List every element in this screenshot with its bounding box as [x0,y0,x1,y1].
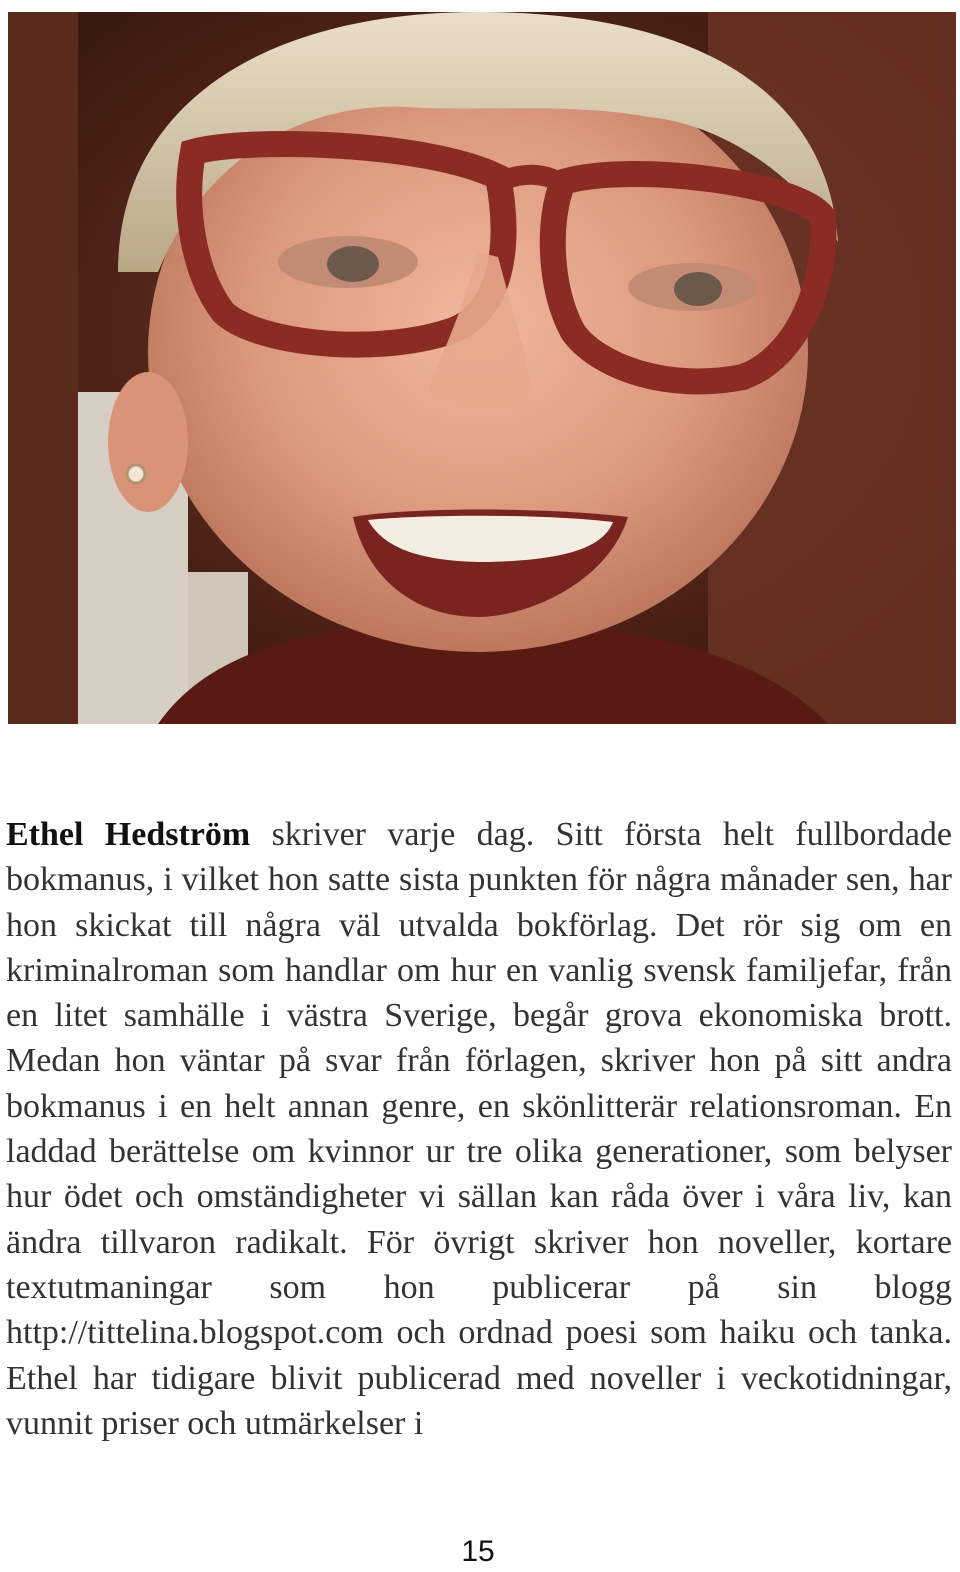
author-photo [8,12,956,724]
author-name: Ethel Hedström [6,816,251,853]
author-bio [6,812,952,1446]
author-photo-illustration [8,12,956,724]
page-number: 15 [461,1535,495,1568]
author-bio-text: skriver varje dag. Sitt första helt fullbordade bokmanus, i vilket hon satte sista punkten för några månader sen, har hon skickat till några väl utvalda bokförlag. Det rör sig om en kriminalroman som handlar om hur en vanlig svensk familjefar, från en litet samhälle i västra Sverige, begår grova ekonomiska brott. Medan hon väntar på svar från förlagen, skriver hon på sitt andra bokmanus i en helt annan genre, en skönlitterär relationsroman. En laddad berättelse om kvinnor ur tre olika generationer, som belyser hur ödet och omständigheter vi sällan kan råda över i våra liv, kan ändra tillvaron radikalt. För övrigt skriver hon noveller, kortare textutmaningar som hon publicerar på sin blogg http://tittelina.blogspot.com och ordnad poesi som haiku och tanka. Ethel har tidigare blivit publicerad med noveller i veckotidningar, vunnit priser och utmärkelser i [6,816,952,1442]
